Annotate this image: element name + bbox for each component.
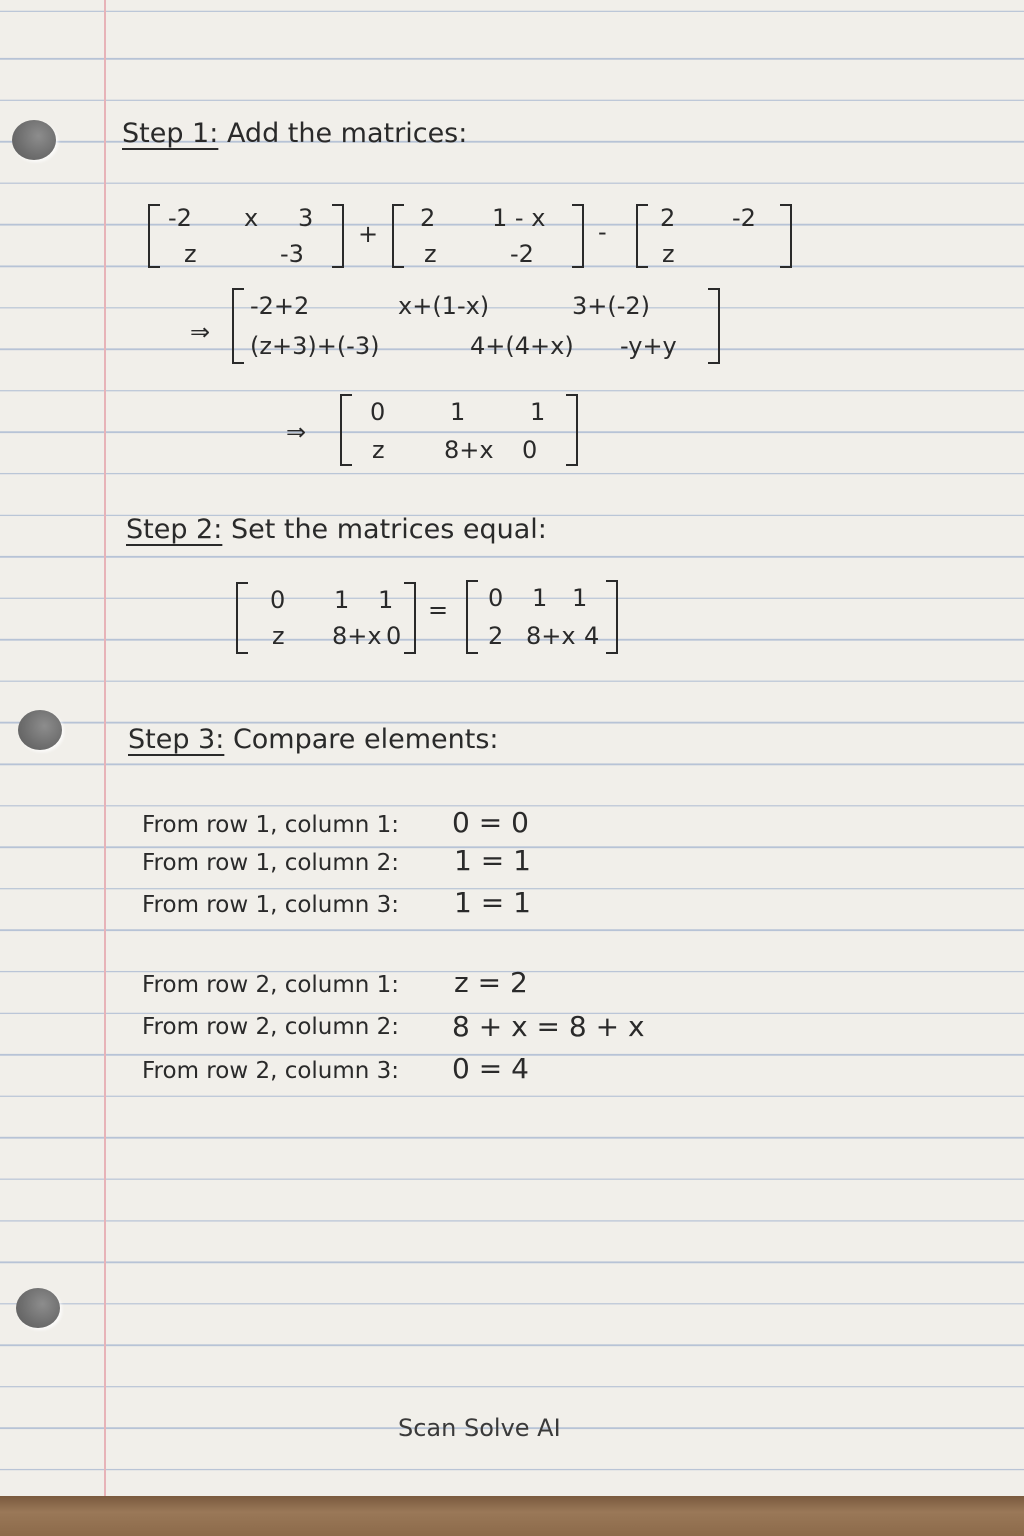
step2-label: Step 2: <box>126 514 223 545</box>
matrix-a-cell: z <box>184 240 197 268</box>
expanded-cell: 4+(4+x) <box>470 332 574 360</box>
step1-label: Step 1: <box>122 118 219 149</box>
binder-hole-middle <box>18 710 62 750</box>
matrix-a <box>148 204 344 268</box>
matrix-c-cell: 2 <box>660 204 676 232</box>
table-surface <box>0 1496 1024 1536</box>
step3-heading <box>128 724 499 755</box>
right-bracket <box>606 580 618 654</box>
left-cell: 8+x <box>332 622 382 650</box>
left-cell: 1 <box>334 586 350 614</box>
right-cell: 1 <box>572 584 588 612</box>
right-bracket <box>332 204 344 268</box>
expanded-cell: 3+(-2) <box>572 292 651 320</box>
right-bracket <box>572 204 584 268</box>
matrix-b-cell: 2 <box>420 204 436 232</box>
step2-title: Set the matrices equal: <box>230 514 547 545</box>
matrix-sum-expanded <box>232 288 720 364</box>
equals-operator: = <box>428 596 449 624</box>
right-cell: 2 <box>488 622 504 650</box>
comparison-equation: 8 + x = 8 + x <box>452 1010 645 1043</box>
implies-arrow: ⇒ <box>190 318 211 346</box>
matrix-b-cell: -2 <box>510 240 534 268</box>
comparison-equation: 1 = 1 <box>454 844 531 877</box>
comparison-equation: 0 = 0 <box>452 806 529 839</box>
comparison-label: From row 1, column 3: <box>142 892 400 918</box>
binder-hole-top <box>12 120 56 160</box>
expanded-cell: (z+3)+(-3) <box>250 332 380 360</box>
left-cell: 0 <box>386 622 402 650</box>
result-cell: 0 <box>522 436 538 464</box>
right-bracket <box>780 204 792 268</box>
comparison-label: From row 1, column 1: <box>142 812 400 838</box>
right-bracket <box>566 394 578 466</box>
result-cell: 1 <box>450 398 466 426</box>
left-bracket <box>340 394 352 466</box>
matrix-a-cell: 3 <box>298 204 314 232</box>
left-bracket <box>236 582 248 654</box>
comparison-label: From row 1, column 2: <box>142 850 400 876</box>
comparison-label: From row 2, column 3: <box>142 1058 400 1084</box>
expanded-cell: -y+y <box>620 332 677 360</box>
matrix-c-cell: z <box>662 240 675 268</box>
result-cell: 1 <box>530 398 546 426</box>
result-cell: z <box>372 436 385 464</box>
plus-operator: + <box>358 220 379 248</box>
left-bracket <box>232 288 244 364</box>
left-cell: 0 <box>270 586 286 614</box>
matrix-b-cell: 1 - x <box>492 204 546 232</box>
right-cell: 1 <box>532 584 548 612</box>
step1-heading <box>122 118 467 149</box>
result-cell: 8+x <box>444 436 494 464</box>
step1-title: Add the matrices: <box>226 118 468 149</box>
comparison-equation: 0 = 4 <box>452 1052 529 1085</box>
step2-heading <box>126 514 547 545</box>
comparison-label: From row 2, column 2: <box>142 1014 400 1040</box>
implies-arrow: ⇒ <box>286 418 307 446</box>
matrix-c-cell: -2 <box>732 204 756 232</box>
expanded-cell: -2+2 <box>250 292 310 320</box>
comparison-equation: 1 = 1 <box>454 886 531 919</box>
step3-title: Compare elements: <box>232 724 499 755</box>
step3-label: Step 3: <box>128 724 225 755</box>
right-bracket <box>708 288 720 364</box>
matrix-c <box>636 204 792 268</box>
comparison-label: From row 2, column 1: <box>142 972 400 998</box>
left-bracket <box>392 204 404 268</box>
right-cell: 0 <box>488 584 504 612</box>
matrix-left <box>236 582 416 654</box>
matrix-result <box>340 394 578 466</box>
left-bracket <box>466 580 478 654</box>
matrix-b <box>392 204 584 268</box>
left-bracket <box>636 204 648 268</box>
right-cell: 8+x <box>526 622 576 650</box>
matrix-a-cell: -3 <box>280 240 304 268</box>
right-cell: 4 <box>584 622 600 650</box>
expanded-cell: x+(1-x) <box>398 292 490 320</box>
left-bracket <box>148 204 160 268</box>
minus-operator: - <box>598 218 607 246</box>
comparison-equation: z = 2 <box>454 966 528 999</box>
right-bracket <box>404 582 416 654</box>
margin-line <box>104 0 106 1500</box>
matrix-a-cell: x <box>244 204 259 232</box>
matrix-b-cell: z <box>424 240 437 268</box>
matrix-right <box>466 580 618 654</box>
left-cell: z <box>272 622 285 650</box>
result-cell: 0 <box>370 398 386 426</box>
matrix-a-cell: -2 <box>168 204 192 232</box>
left-cell: 1 <box>378 586 394 614</box>
binder-hole-bottom <box>16 1288 60 1328</box>
scan-solve-watermark: Scan Solve AI <box>398 1414 561 1442</box>
